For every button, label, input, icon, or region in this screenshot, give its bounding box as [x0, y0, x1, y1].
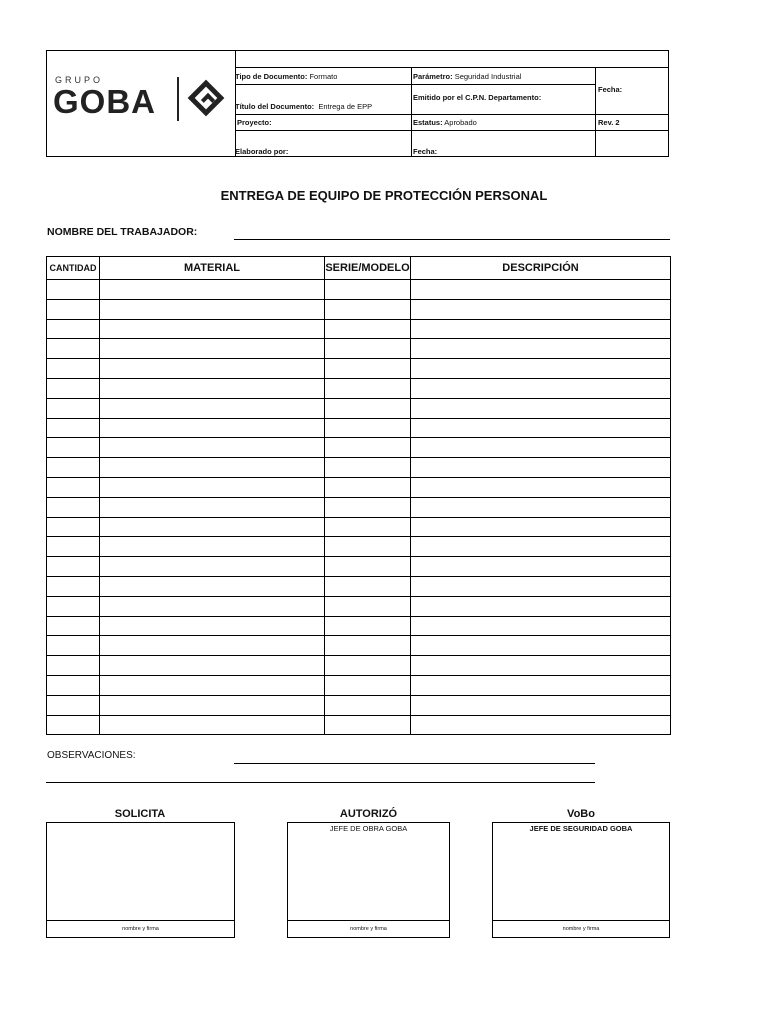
table-row: [47, 557, 671, 577]
cell-serie-modelo[interactable]: [325, 675, 411, 695]
cell-cantidad[interactable]: [47, 319, 100, 339]
cell-cantidad[interactable]: [47, 616, 100, 636]
cell-material[interactable]: [100, 378, 325, 398]
cell-cantidad[interactable]: [47, 398, 100, 418]
cell-material[interactable]: [100, 557, 325, 577]
cell-descripcion[interactable]: [411, 280, 671, 300]
vobo-signature-box[interactable]: [492, 822, 670, 938]
cell-serie-modelo[interactable]: [325, 359, 411, 379]
cell-material[interactable]: [100, 319, 325, 339]
fecha2-label: Fecha:: [413, 147, 438, 156]
cell-cantidad[interactable]: [47, 418, 100, 438]
col-descripcion: DESCRIPCIÓN: [411, 257, 671, 280]
worker-name-line[interactable]: [234, 239, 670, 240]
cell-material[interactable]: [100, 616, 325, 636]
cell-cantidad[interactable]: [47, 557, 100, 577]
cell-descripcion[interactable]: [411, 576, 671, 596]
cell-material[interactable]: [100, 339, 325, 359]
cell-material[interactable]: [100, 656, 325, 676]
table-row: [47, 616, 671, 636]
table-row: [47, 438, 671, 458]
logo-divider: [177, 77, 179, 121]
cell-material[interactable]: [100, 695, 325, 715]
cell-material[interactable]: [100, 636, 325, 656]
logo-goba-text: GOBA: [53, 83, 156, 120]
vobo-footer: nombre y firma: [493, 920, 669, 937]
cell-cantidad[interactable]: [47, 715, 100, 735]
cell-cantidad[interactable]: [47, 477, 100, 497]
table-row: [47, 517, 671, 537]
autorizo-signature-box[interactable]: [287, 822, 450, 938]
page-title: ENTREGA DE EQUIPO DE PROTECCIÓN PERSONAL: [220, 188, 548, 203]
cell-serie-modelo[interactable]: [325, 280, 411, 300]
table-row: [47, 537, 671, 557]
table-row: [47, 418, 671, 438]
cell-material[interactable]: [100, 537, 325, 557]
cell-serie-modelo[interactable]: [325, 497, 411, 517]
col-material: MATERIAL: [100, 257, 325, 280]
table-row: [47, 339, 671, 359]
solicita-title: SOLICITA: [114, 808, 166, 820]
cell-cantidad[interactable]: [47, 537, 100, 557]
cell-serie-modelo[interactable]: [325, 398, 411, 418]
cell-descripcion[interactable]: [411, 339, 671, 359]
cell-cantidad[interactable]: [47, 438, 100, 458]
cell-descripcion[interactable]: [411, 616, 671, 636]
cell-material[interactable]: [100, 418, 325, 438]
cell-serie-modelo[interactable]: [325, 695, 411, 715]
table-row: [47, 656, 671, 676]
cell-serie-modelo[interactable]: [325, 656, 411, 676]
cell-descripcion[interactable]: [411, 517, 671, 537]
cell-cantidad[interactable]: [47, 497, 100, 517]
cell-serie-modelo[interactable]: [325, 319, 411, 339]
cell-material[interactable]: [100, 576, 325, 596]
cell-descripcion[interactable]: [411, 675, 671, 695]
cell-serie-modelo[interactable]: [325, 596, 411, 616]
cell-material[interactable]: [100, 675, 325, 695]
cell-material[interactable]: [100, 497, 325, 517]
items-table: [46, 256, 671, 735]
logo-grupo-text: GRUPO: [55, 75, 104, 85]
cell-descripcion[interactable]: [411, 299, 671, 319]
cell-descripcion[interactable]: [411, 656, 671, 676]
cell-cantidad[interactable]: [47, 675, 100, 695]
cell-serie-modelo[interactable]: [325, 339, 411, 359]
titulo-documento: Título del Documento: Entrega de EPP: [235, 102, 373, 111]
cell-cantidad[interactable]: [47, 576, 100, 596]
observaciones-line-2[interactable]: [46, 782, 595, 783]
table-row: [47, 596, 671, 616]
observaciones-label: OBSERVACIONES:: [47, 750, 136, 761]
cell-material[interactable]: [100, 715, 325, 735]
table-row: [47, 675, 671, 695]
cell-serie-modelo[interactable]: [325, 616, 411, 636]
proyecto-label: Proyecto:: [237, 118, 272, 127]
cell-serie-modelo[interactable]: [325, 636, 411, 656]
table-row: [47, 715, 671, 735]
table-row: [47, 636, 671, 656]
cell-descripcion[interactable]: [411, 636, 671, 656]
cell-material[interactable]: [100, 398, 325, 418]
cell-descripcion[interactable]: [411, 359, 671, 379]
cell-descripcion[interactable]: [411, 695, 671, 715]
cell-serie-modelo[interactable]: [325, 299, 411, 319]
cell-material[interactable]: [100, 517, 325, 537]
cell-material[interactable]: [100, 359, 325, 379]
table-row: [47, 319, 671, 339]
fecha-label: Fecha:: [598, 85, 623, 94]
cell-serie-modelo[interactable]: [325, 715, 411, 735]
cell-serie-modelo[interactable]: [325, 418, 411, 438]
cell-material[interactable]: [100, 458, 325, 478]
estatus: Estatus: Aprobado: [413, 118, 477, 127]
cell-serie-modelo[interactable]: [325, 576, 411, 596]
cell-descripcion[interactable]: [411, 477, 671, 497]
cell-descripcion[interactable]: [411, 319, 671, 339]
cell-cantidad[interactable]: [47, 636, 100, 656]
cell-serie-modelo[interactable]: [325, 517, 411, 537]
table-row: [47, 299, 671, 319]
cell-cantidad[interactable]: [47, 378, 100, 398]
cell-serie-modelo[interactable]: [325, 477, 411, 497]
col-cantidad: CANTIDAD: [47, 257, 100, 280]
cell-descripcion[interactable]: [411, 537, 671, 557]
cell-descripcion[interactable]: [411, 438, 671, 458]
cell-serie-modelo[interactable]: [325, 557, 411, 577]
table-header-row: [47, 257, 671, 280]
cell-cantidad[interactable]: [47, 656, 100, 676]
cell-descripcion[interactable]: [411, 378, 671, 398]
cell-descripcion[interactable]: [411, 557, 671, 577]
col-serie-modelo: SERIE/MODELO: [325, 257, 411, 280]
solicita-footer: nombre y firma: [47, 920, 234, 937]
cell-material[interactable]: [100, 596, 325, 616]
autorizo-footer: nombre y firma: [288, 920, 449, 937]
cell-material[interactable]: [100, 299, 325, 319]
cell-cantidad[interactable]: [47, 458, 100, 478]
cell-cantidad[interactable]: [47, 695, 100, 715]
cell-descripcion[interactable]: [411, 715, 671, 735]
emitido-por: Emitido por el C.P.N. Departamento:: [413, 93, 542, 102]
table-row: [47, 359, 671, 379]
table-row: [47, 576, 671, 596]
table-row: [47, 477, 671, 497]
cell-serie-modelo[interactable]: [325, 378, 411, 398]
cell-serie-modelo[interactable]: [325, 438, 411, 458]
table-row: [47, 280, 671, 300]
logo-cell: [47, 51, 236, 156]
table-row: [47, 497, 671, 517]
cell-cantidad[interactable]: [47, 339, 100, 359]
cell-descripcion[interactable]: [411, 398, 671, 418]
cell-descripcion[interactable]: [411, 596, 671, 616]
cell-material[interactable]: [100, 280, 325, 300]
cell-descripcion[interactable]: [411, 497, 671, 517]
observaciones-line-1[interactable]: [234, 763, 595, 764]
autorizo-subtitle: JEFE DE OBRA GOBA: [329, 824, 408, 833]
worker-name-label: NOMBRE DEL TRABAJADOR:: [47, 226, 198, 238]
table-row: [47, 458, 671, 478]
revision: Rev. 2: [598, 118, 620, 127]
elaborado-por: Elaborado por:: [235, 147, 289, 156]
table-row: [47, 695, 671, 715]
cell-cantidad[interactable]: [47, 280, 100, 300]
vobo-subtitle: JEFE DE SEGURIDAD GOBA: [529, 824, 633, 833]
table-row: [47, 378, 671, 398]
vobo-title: VoBo: [567, 808, 595, 820]
cell-cantidad[interactable]: [47, 596, 100, 616]
cell-serie-modelo[interactable]: [325, 458, 411, 478]
cell-cantidad[interactable]: [47, 517, 100, 537]
autorizo-title: AUTORIZÓ: [339, 808, 398, 820]
cell-serie-modelo[interactable]: [325, 537, 411, 557]
tipo-documento: Tipo de Documento: Formato: [235, 72, 338, 81]
parametro: Parámetro: Seguridad Industrial: [413, 72, 522, 81]
cell-material[interactable]: [100, 438, 325, 458]
table-row: [47, 398, 671, 418]
cell-cantidad[interactable]: [47, 299, 100, 319]
cell-cantidad[interactable]: [47, 359, 100, 379]
solicita-signature-box[interactable]: [46, 822, 235, 938]
cell-descripcion[interactable]: [411, 458, 671, 478]
document-header: [46, 50, 669, 157]
cell-descripcion[interactable]: [411, 418, 671, 438]
cell-material[interactable]: [100, 477, 325, 497]
